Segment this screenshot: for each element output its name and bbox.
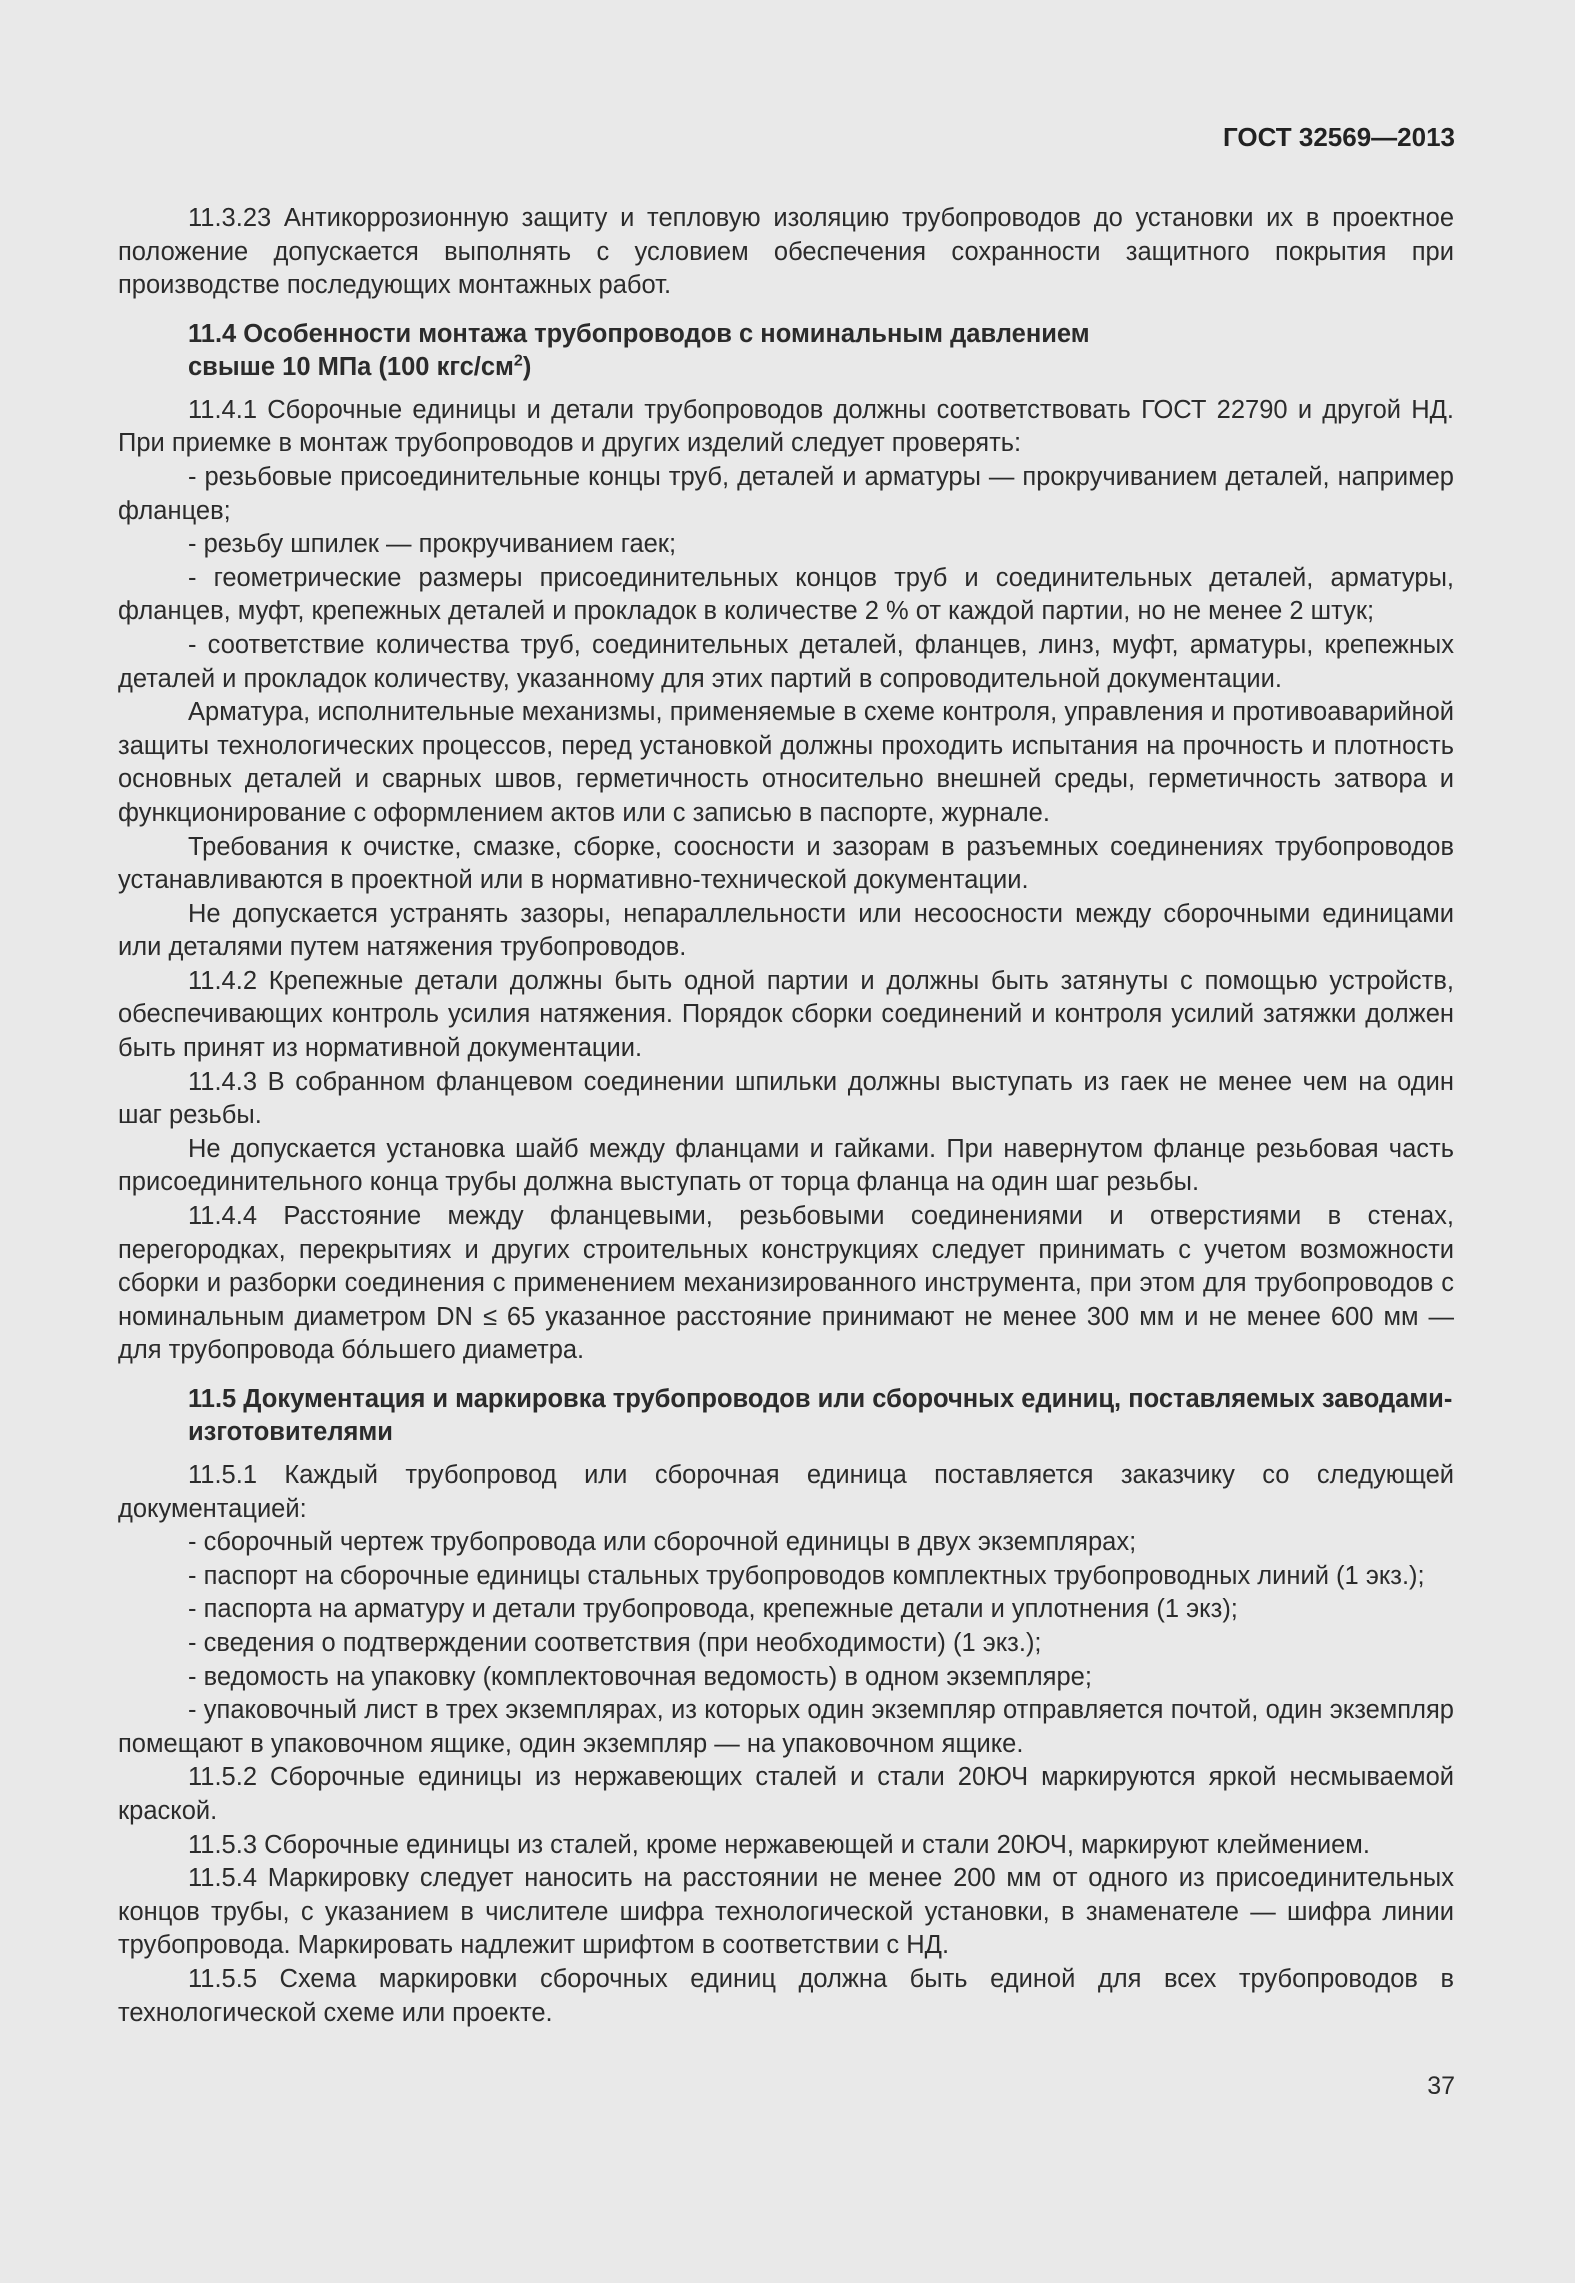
paragraph-11-5-5: 11.5.5 Схема маркировки сборочных единиц должна быть единой для всех трубопроводов в технологической схеме или проекте. bbox=[118, 1964, 1454, 2027]
paragraph-11-4-3: 11.4.3 В собранном фланцевом соединении шпильки должны выступать из гаек не менее чем на один шаг резьбы. bbox=[118, 1067, 1454, 1130]
paragraph-11-5-1: 11.5.1 Каждый трубопровод или сборочная единица поставляется заказчику со следующей документацией: bbox=[118, 1461, 1454, 1523]
list-item: - резьбовые присоединительные концы труб, деталей и арматуры — прокручиванием деталей, например фланцев; bbox=[118, 462, 1454, 525]
paragraph-11-5-2: 11.5.2 Сборочные единицы из нержавеющих сталей и стали 20ЮЧ маркируются яркой несмываемой краской. bbox=[118, 1763, 1454, 1825]
paragraph-11-5-4: 11.5.4 Маркировку следует наносить на расстоянии не менее 200 мм от одного из присоединительных концов трубы, с указанием в числителе шифра технологической установки, в знаменателе — шифра линии трубопровода. Маркировать надлежит шрифтом в соответствии с НД. bbox=[118, 1864, 1454, 1960]
paragraph-11-4-4: 11.4.4 Расстояние между фланцевыми, резьбовыми соединениями и отверстиями в стенах, перегородках, перекрытиях и других строительных конструкциях следует принимать с учетом возможности сборки и разборки соединения с применением механизированного инструмента, при этом для трубопроводов с номинальным диаметром DN ≤ 65 указанное расстояние принимают не менее 300 мм и не менее 600 мм — для трубопровода бо́льшего диаметра. bbox=[118, 1202, 1454, 1365]
list-item: - ведомость на упаковку (комплектовочная ведомость) в одном экземпляре; bbox=[188, 1662, 1092, 1691]
heading-line-1: 11.4 Особенности монтажа трубопроводов с номинальным давлением bbox=[188, 319, 1090, 348]
list-item: - упаковочный лист в трех экземплярах, из которых один экземпляр отправляется почтой, один экземпляр помещают в упаковочном ящике, один экземпляр — на упаковочном ящике. bbox=[118, 1696, 1454, 1758]
section-heading-11-4 bbox=[118, 318, 1454, 384]
paragraph-11-4-2: 11.4.2 Крепежные детали должны быть одной партии и должны быть затянуты с помощью устройств, обеспечивающих контроль усилия натяжения. Порядок сборки соединений и контроля усилий затяжки должен быть принят из нормативной документации. bbox=[118, 966, 1454, 1063]
paragraph-11-5-3: 11.5.3 Сборочные единицы из сталей, кроме нержавеющей и стали 20ЮЧ, маркируют клеймением. bbox=[188, 1830, 1370, 1859]
list-item: - сведения о подтверждении соответствия (при необходимости) (1 экз.); bbox=[188, 1628, 1042, 1657]
paragraph: Не допускается установка шайб между фланцами и гайками. При навернутом фланце резьбовая часть присоединительного конца трубы должна выступать от торца фланца на один шаг резьбы. bbox=[118, 1134, 1454, 1197]
paragraph-11-4-1: 11.4.1 Сборочные единицы и детали трубопроводов должны соответствовать ГОСТ 22790 и другой НД. При приемке в монтаж трубопроводов и других изделий следует проверять: bbox=[118, 395, 1454, 458]
list-item: - паспорта на арматуру и детали трубопровода, крепежные детали и уплотнения (1 экз); bbox=[188, 1595, 1238, 1624]
document-body bbox=[118, 202, 1454, 2030]
paragraph-11-3-23: 11.3.23 Антикоррозионную защиту и тепловую изоляцию трубопроводов до установки их в проектное положение допускается выполнять с условием обеспечения сохранности защитного покрытия при производстве последующих монтажных работ. bbox=[118, 204, 1454, 300]
list-item: - сборочный чертеж трубопровода или сборочной единицы в двух экземплярах; bbox=[188, 1528, 1137, 1557]
paragraph: Требования к очистке, смазке, сборке, соосности и зазорам в разъемных соединениях трубопроводов устанавливаются в проектной или в нормативно-технической документации. bbox=[118, 832, 1454, 895]
heading-line-2: свыше 10 МПа (100 кгс/см bbox=[188, 352, 514, 381]
list-item: - соответствие количества труб, соединительных деталей, фланцев, линз, муфт, арматуры, крепежных деталей и прокладок количеству, указанному для этих партий в сопроводительной документации. bbox=[118, 630, 1454, 693]
list-item: - паспорт на сборочные единицы стальных трубопроводов комплектных трубопроводных линий (1 экз.); bbox=[188, 1561, 1425, 1590]
paragraph: Не допускается устранять зазоры, непараллельности или несоосности между сборочными единицами или деталями путем натяжения трубопроводов. bbox=[118, 899, 1454, 962]
heading-superscript: 2 bbox=[513, 352, 523, 370]
list-item: - геометрические размеры присоединительных концов труб и соединительных деталей, арматуры, фланцев, муфт, крепежных деталей и прокладок в количестве 2 % от каждой партии, но не менее 2 штук; bbox=[118, 563, 1454, 626]
heading-line-2-end: ) bbox=[522, 352, 532, 381]
list-item: - резьбу шпилек — прокручиванием гаек; bbox=[188, 530, 677, 559]
page-number: 37 bbox=[1427, 2072, 1455, 2100]
standard-title: ГОСТ 32569—2013 bbox=[1223, 122, 1455, 152]
section-heading-11-5: 11.5 Документация и маркировка трубопроводов или сборочных единиц, поставляемых заводами-изготовителями bbox=[188, 1385, 1453, 1446]
paragraph: Арматура, исполнительные механизмы, применяемые в схеме контроля, управления и противоаварийной защиты технологических процессов, перед установкой должны проходить испытания на прочность и плотность основных деталей и сварных швов, герметичность относительно внешней среды, герметичность затвора и функционирование с оформлением актов или с записью в паспорте, журнале. bbox=[118, 698, 1454, 827]
